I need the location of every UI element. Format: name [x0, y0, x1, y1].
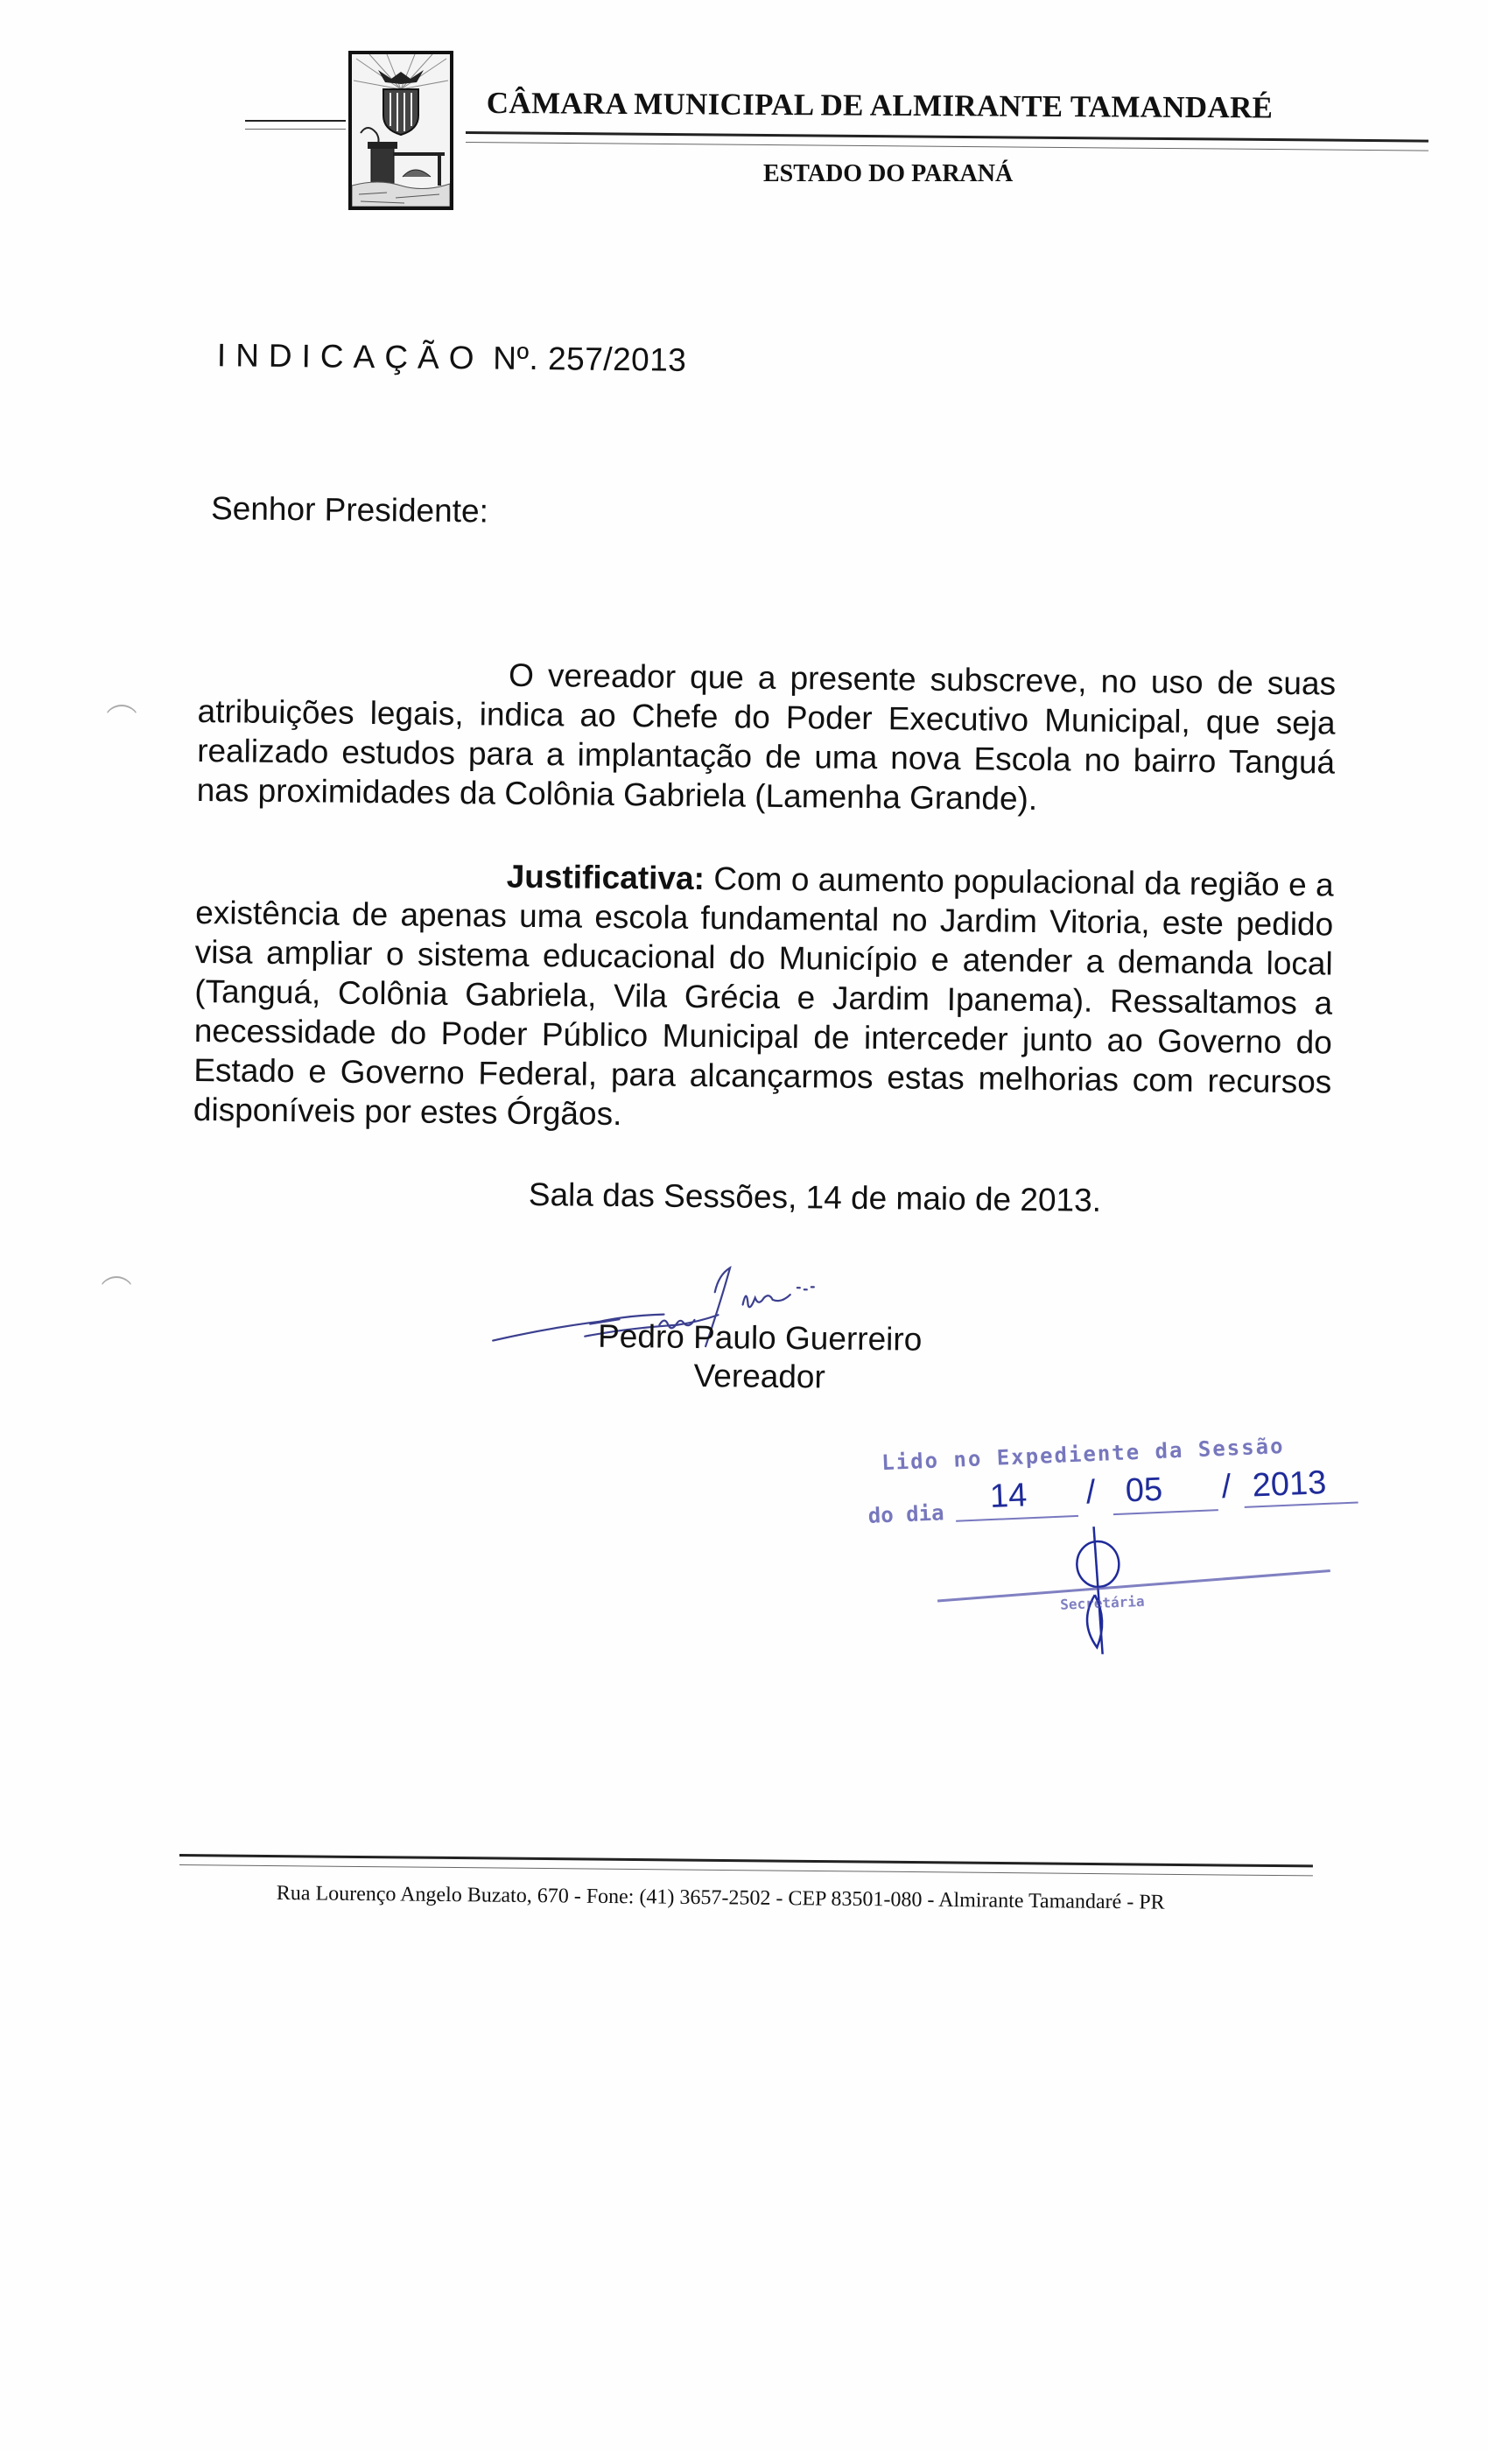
stamp-field-underline [956, 1515, 1078, 1522]
stamp-role: Secretária [1059, 1592, 1145, 1613]
document-number: Nº. 257/2013 [493, 340, 687, 378]
stamp-day: 14 [989, 1477, 1028, 1516]
justification-label: Justificativa: [506, 858, 705, 897]
document-title [217, 337, 687, 379]
paragraph-indent [196, 884, 507, 888]
stamp-date-separator: / [1220, 1468, 1232, 1506]
justification-paragraph [193, 853, 1334, 1141]
closing-date-line: Sala das Sessões, 14 de maio de 2013. [528, 1176, 1102, 1218]
signatory-role: Vereador [693, 1357, 826, 1395]
stamp-date-separator: / [1085, 1474, 1097, 1512]
justification-text: Com o aumento populacional da região e a existência de apenas uma escola fundamental no Jardim Vitoria, este pedido visa ampliar o sistema educacional do Município e atender a demanda local (Tanguá, Colônia Gabriela, Vila Grécia e Jardim Ipanema). Ressaltamos a necessidade do Poder Público Municipal de interceder junto ao Governo do Estado e Governo Federal, para alcançarmos estas melhorias com recursos disponíveis por estes Órgãos. [193, 860, 1334, 1133]
stamp-month: 05 [1124, 1471, 1163, 1510]
signatory-name: Pedro Paulo Guerreiro [597, 1317, 923, 1358]
state-name: ESTADO DO PARANÁ [763, 160, 1014, 187]
request-text: O vereador que a presente subscreve, no uso de suas atribuições legais, indica ao Chefe do Poder Executivo Municipal, que seja realizado estudos para a implantação de uma nova Escola no bairro Tanguá nas proximidades da Colônia Gabriela (Lamenha Grande). [196, 656, 1337, 818]
institution-name: CÂMARA MUNICIPAL DE ALMIRANTE TAMANDARÉ [486, 86, 1274, 125]
paragraph-indent [198, 683, 509, 686]
footer-address: Rua Lourenço Angelo Buzato, 670 - Fone: (41) 3657-2502 - CEP 83501-080 - Almirante Tamandaré - PR [276, 1882, 1165, 1914]
stamp-year: 2013 [1251, 1464, 1328, 1505]
signatory-block [576, 1317, 944, 1398]
request-paragraph [197, 652, 1337, 822]
session-reading-stamp [864, 1400, 1380, 1648]
document-type: INDICAÇÃO [216, 337, 484, 376]
salutation: Senhor Presidente: [210, 490, 489, 530]
stamp-heading: Lido no Expediente da Sessão [881, 1433, 1286, 1476]
stamp-date-label: do dia [867, 1500, 945, 1528]
